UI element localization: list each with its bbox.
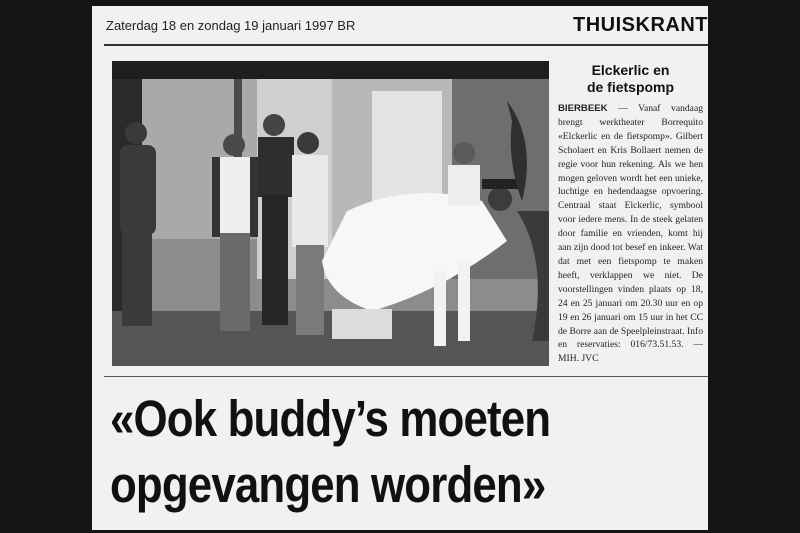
headline [110, 386, 623, 518]
article-title-line-1: Elckerlic en [591, 62, 670, 78]
header-rule [104, 44, 708, 46]
article-text: — Vanaf vandaag brengt werktheater Borrequito «Elckerlic en de fietspomp». Gilbert Scholaert en Kris Bollaert nemen de regie voor hun rekening. Als we hen mogen geloven wordt het een unieke, luchtige en hedendaagse opvoering. Centraal staat Elckerlic, symbool voor iedere mens. In de steek gelaten door familie en vrienden, komt hij aan zijn dood tot besef en inkeer. Wat dat met een fietspomp te maken heeft, verklappen we niet. De voorstellingen vinden plaats op 18, 24 en 25 januari om 20.30 uur en op 19 en 26 januari om 15 uur in het CC de Borre aan de Speelpleinstraat. Info en reservaties: 016/73.51.53. — MIH. JVC [558, 103, 703, 365]
headline-line-1: «Ook buddy’s moeten [110, 390, 551, 447]
article-title [558, 62, 703, 96]
article-dateline: BIERBEEK [558, 103, 608, 114]
article-title-line-2: de fietspomp [586, 79, 675, 95]
article-body [558, 102, 703, 366]
headline-line-2: opgevangen worden» [110, 456, 546, 513]
article-column [558, 62, 703, 366]
section-title: THUISKRANT [573, 14, 708, 36]
theatre-photo [112, 61, 549, 366]
newspaper-clipping [92, 6, 708, 530]
page-header [92, 6, 708, 44]
headline-separator [104, 376, 708, 377]
issue-date: Zaterdag 18 en zondag 19 januari 1997 BR [106, 18, 356, 33]
